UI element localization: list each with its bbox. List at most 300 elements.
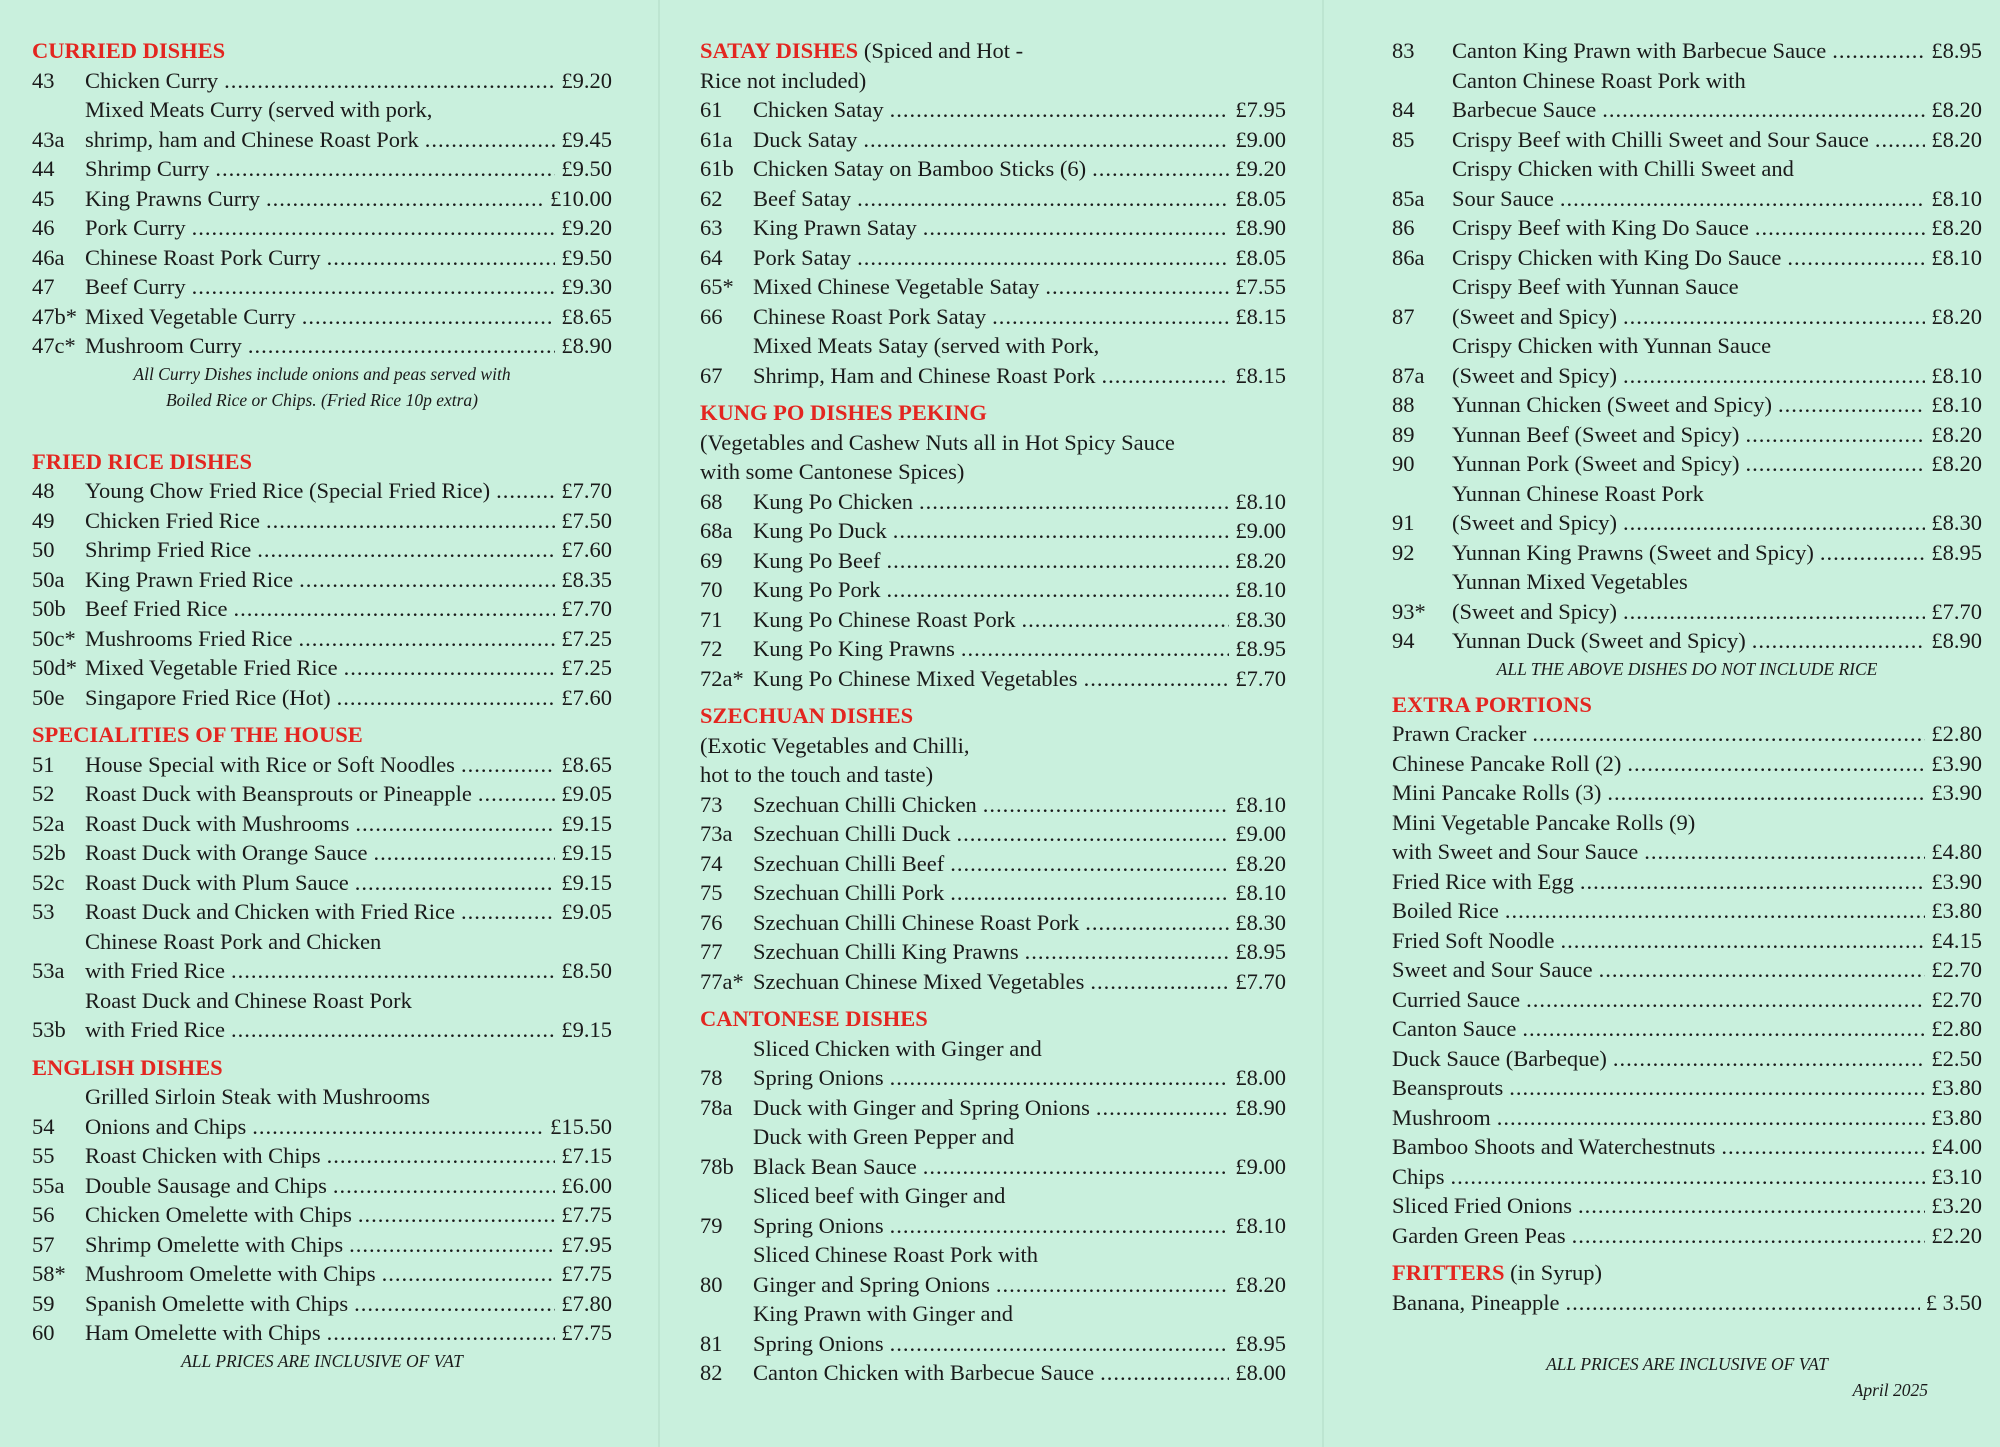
menu-item xyxy=(1392,154,1982,213)
item-name-line: Yunnan Chinese Roast Pork xyxy=(1452,480,1704,506)
section-note: All Curry Dishes include onions and peas served with xyxy=(133,363,511,384)
item-line xyxy=(753,605,1286,635)
item-body xyxy=(85,868,612,898)
item-name: Yunnan Pork (Sweet and Spicy) xyxy=(1452,451,1740,476)
item-name: Mushrooms Fried Rice xyxy=(85,625,293,651)
dot-leader xyxy=(893,516,1230,546)
menu-item xyxy=(32,506,612,536)
section-title-text: CURRIED DISHES xyxy=(32,38,226,63)
item-number: 48 xyxy=(32,478,55,503)
item-body xyxy=(753,184,1286,214)
dot-leader xyxy=(1752,626,1926,656)
item-body xyxy=(1452,538,1982,568)
item-name: with Fried Rice xyxy=(85,958,225,983)
item-line xyxy=(1392,749,1982,779)
section-title xyxy=(32,1053,612,1083)
section-note: Boiled Rice or Chips. (Fried Rice 10p extra) xyxy=(165,389,478,410)
item-price: £8.15 xyxy=(1235,362,1286,388)
item-price: £7.25 xyxy=(561,625,612,651)
item-number: 72a* xyxy=(700,665,744,691)
item-line xyxy=(85,243,612,273)
item-body xyxy=(753,213,1286,243)
item-body xyxy=(1452,390,1982,420)
menu-item xyxy=(1392,1162,1982,1192)
dot-leader xyxy=(231,1015,555,1045)
item-name: Prawn Cracker xyxy=(1392,721,1527,746)
item-body xyxy=(1392,1221,1982,1251)
dot-leader xyxy=(1045,272,1229,302)
item-body xyxy=(1392,1288,1982,1318)
section-title xyxy=(1392,690,1982,720)
item-body xyxy=(753,1240,1286,1299)
menu-item xyxy=(32,476,612,506)
menu-item xyxy=(700,154,1286,184)
item-number: 86a xyxy=(1392,244,1425,270)
item-body xyxy=(753,125,1286,155)
item-line xyxy=(85,66,612,96)
item-name: Chicken Fried Rice xyxy=(85,507,260,533)
dot-leader xyxy=(355,809,555,839)
dot-leader xyxy=(355,868,556,898)
item-line xyxy=(753,546,1286,576)
item-price: £8.10 xyxy=(1235,1212,1286,1238)
item-number: 50c* xyxy=(32,625,76,651)
item-name: Szechuan Chilli Chinese Roast Pork xyxy=(753,909,1080,935)
dot-leader xyxy=(1526,985,1925,1015)
item-line xyxy=(85,535,612,565)
item-name: King Prawn Satay xyxy=(753,215,917,240)
item-number: 66 xyxy=(700,303,723,329)
fold-line xyxy=(1322,0,1324,1447)
item-number: 64 xyxy=(700,244,723,270)
item-body xyxy=(753,819,1286,849)
item-number: 47c* xyxy=(32,333,76,358)
section-title xyxy=(32,720,612,750)
item-line xyxy=(85,897,612,927)
item-name: Mushroom Curry xyxy=(85,333,242,358)
item-line xyxy=(1392,719,1982,749)
spacer xyxy=(32,413,612,447)
item-body xyxy=(1392,719,1982,749)
item-line xyxy=(1392,985,1982,1015)
item-name-line: Crispy Beef with Yunnan Sauce xyxy=(1452,274,1739,299)
item-number: 78a xyxy=(700,1094,733,1120)
item-line xyxy=(85,1141,612,1171)
item-line xyxy=(1452,626,1982,656)
item-body xyxy=(85,1141,612,1171)
dot-leader xyxy=(1875,125,1926,155)
item-body xyxy=(753,664,1286,694)
item-name: Boiled Rice xyxy=(1392,898,1499,923)
dot-leader xyxy=(1627,749,1925,779)
item-name: Kung Po Chicken xyxy=(753,488,913,514)
item-number: 86 xyxy=(1392,215,1415,240)
dot-leader xyxy=(496,476,555,506)
item-price: £8.05 xyxy=(1235,185,1286,211)
menu-item xyxy=(700,790,1286,820)
dot-leader xyxy=(992,302,1229,332)
menu-item xyxy=(32,683,612,713)
item-number: 58* xyxy=(32,1261,66,1286)
item-name-line: Sliced Chinese Roast Pork with xyxy=(753,1242,1038,1267)
section-title xyxy=(1392,1258,1982,1288)
item-name: with Sweet and Sour Sauce xyxy=(1392,839,1639,864)
item-number: 69 xyxy=(700,547,723,573)
dot-leader xyxy=(1755,213,1926,243)
item-line xyxy=(1392,955,1982,985)
menu-item xyxy=(1392,1221,1982,1251)
item-number: 73 xyxy=(700,791,723,817)
item-number: 71 xyxy=(700,606,723,632)
item-body xyxy=(753,546,1286,576)
item-price: £7.15 xyxy=(561,1143,612,1168)
item-price: £ 3.50 xyxy=(1925,1289,1982,1315)
item-number: 67 xyxy=(700,362,723,388)
dot-leader xyxy=(1623,302,1925,332)
item-line xyxy=(753,849,1286,879)
item-number: 62 xyxy=(700,185,723,211)
dot-leader xyxy=(1578,1191,1925,1221)
item-body xyxy=(85,1171,612,1201)
item-price: £7.75 xyxy=(561,1320,612,1345)
item-number: 59 xyxy=(32,1290,55,1316)
item-name: Kung Po Pork xyxy=(753,577,881,602)
item-body xyxy=(1452,567,1982,626)
dot-leader xyxy=(358,1200,556,1230)
item-number: 55 xyxy=(32,1143,55,1168)
item-price: £7.50 xyxy=(561,507,612,533)
dot-leader xyxy=(248,331,556,361)
item-number: 78b xyxy=(700,1153,734,1179)
item-line xyxy=(753,937,1286,967)
item-body xyxy=(753,605,1286,635)
item-price: £8.95 xyxy=(1235,1330,1286,1356)
item-number: 44 xyxy=(32,156,55,181)
menu-item xyxy=(32,535,612,565)
item-number: 76 xyxy=(700,909,723,935)
item-number: 47 xyxy=(32,274,55,299)
item-number: 83 xyxy=(1392,38,1415,63)
item-body xyxy=(1392,749,1982,779)
item-line xyxy=(85,154,612,184)
item-name: Duck Satay xyxy=(753,126,858,152)
item-body xyxy=(85,683,612,713)
section-title xyxy=(700,1004,1286,1034)
menu-section xyxy=(1392,1258,1982,1317)
item-line xyxy=(753,790,1286,820)
item-number: 68 xyxy=(700,488,723,514)
item-name: King Prawns Curry xyxy=(85,185,260,211)
item-name: Roast Duck with Beansprouts or Pineapple xyxy=(85,781,472,806)
menu-item xyxy=(32,243,612,273)
item-line xyxy=(753,1211,1286,1241)
item-price: £7.95 xyxy=(1235,97,1286,122)
item-price: £8.30 xyxy=(1235,606,1286,632)
item-line xyxy=(753,878,1286,908)
item-body xyxy=(1392,896,1982,926)
item-line xyxy=(1452,36,1982,66)
item-body xyxy=(85,184,612,214)
item-price: £8.90 xyxy=(1235,215,1286,240)
item-body xyxy=(753,331,1286,390)
menu-item xyxy=(32,1200,612,1230)
item-body xyxy=(1392,867,1982,897)
item-body xyxy=(1392,1044,1982,1074)
menu-item xyxy=(32,594,612,624)
item-price: £6.00 xyxy=(561,1172,612,1198)
item-number: 43 xyxy=(32,67,55,93)
item-number: 80 xyxy=(700,1271,723,1297)
item-line xyxy=(1452,508,1982,538)
item-price: £9.50 xyxy=(561,244,612,270)
section-title-suffix: (Spiced and Hot - xyxy=(863,38,1024,63)
item-number: 56 xyxy=(32,1202,55,1227)
spacer xyxy=(1392,682,1982,690)
item-name-line: Yunnan Mixed Vegetables xyxy=(1452,569,1688,594)
dot-leader xyxy=(1580,867,1926,897)
item-number: 74 xyxy=(700,850,723,876)
item-price: £8.30 xyxy=(1235,909,1286,935)
menu-item xyxy=(700,937,1286,967)
dot-leader xyxy=(887,575,1230,605)
dot-leader xyxy=(1599,955,1926,985)
item-price: £8.10 xyxy=(1931,362,1982,388)
item-body xyxy=(753,790,1286,820)
dot-leader xyxy=(1721,1132,1925,1162)
menu-item xyxy=(700,125,1286,155)
item-body xyxy=(85,838,612,868)
item-body xyxy=(1452,479,1982,538)
menu-item xyxy=(32,809,612,839)
item-name-line: Chinese Roast Pork and Chicken xyxy=(85,928,382,954)
item-line xyxy=(85,213,612,243)
item-line xyxy=(1452,597,1982,627)
item-line xyxy=(1452,390,1982,420)
dot-leader xyxy=(224,66,555,96)
item-price: £7.55 xyxy=(1235,274,1286,299)
item-price: £7.80 xyxy=(561,1290,612,1316)
item-name: Roast Duck and Chicken with Fried Rice xyxy=(85,899,455,924)
item-price: £7.70 xyxy=(561,596,612,621)
menu-item xyxy=(1392,1288,1982,1318)
item-number: 82 xyxy=(700,1360,723,1385)
menu-item xyxy=(700,95,1286,125)
item-body xyxy=(85,1259,612,1289)
dot-leader xyxy=(1778,390,1925,420)
item-number: 73a xyxy=(700,821,733,846)
item-body xyxy=(753,575,1286,605)
item-line xyxy=(1392,1288,1982,1318)
item-body xyxy=(1452,272,1982,331)
item-line xyxy=(753,1152,1286,1182)
dot-leader xyxy=(461,750,555,780)
item-line xyxy=(753,634,1286,664)
menu-item xyxy=(1392,66,1982,125)
dot-leader xyxy=(923,1152,1230,1182)
item-price: £2.70 xyxy=(1931,986,1982,1012)
menu-item xyxy=(700,546,1286,576)
item-name: Yunnan King Prawns (Sweet and Spicy) xyxy=(1452,539,1814,565)
item-name: Spring Onions xyxy=(753,1212,884,1238)
menu-item xyxy=(1392,1073,1982,1103)
dot-leader xyxy=(890,1063,1230,1093)
item-line xyxy=(1452,95,1982,125)
vat-note: ALL PRICES ARE INCLUSIVE OF VAT xyxy=(1546,1354,1828,1374)
item-name: Canton King Prawn with Barbecue Sauce xyxy=(1452,38,1827,63)
menu-column-right-content xyxy=(1392,36,1982,1317)
item-number: 50a xyxy=(32,566,65,592)
menu-section xyxy=(700,36,1286,390)
item-name: Fried Soft Noodle xyxy=(1392,927,1555,953)
menu-item xyxy=(700,634,1286,664)
menu-item xyxy=(700,272,1286,302)
item-name: Spring Onions xyxy=(753,1065,884,1090)
item-price: £8.65 xyxy=(561,303,612,329)
dot-leader xyxy=(961,634,1229,664)
item-line xyxy=(1392,837,1982,867)
item-body xyxy=(1452,154,1982,213)
item-line xyxy=(85,125,612,155)
dot-leader xyxy=(333,1171,556,1201)
item-price: £8.00 xyxy=(1235,1360,1286,1385)
item-number: 77a* xyxy=(700,968,744,994)
item-name: with Fried Rice xyxy=(85,1017,225,1042)
item-name: Shrimp Curry xyxy=(85,156,210,181)
item-name: Sour Sauce xyxy=(1452,185,1554,211)
item-name: Chinese Pancake Roll (2) xyxy=(1392,750,1622,776)
menu-item xyxy=(700,243,1286,273)
item-name: Mini Pancake Rolls (3) xyxy=(1392,780,1602,805)
item-name: Banana, Pineapple xyxy=(1392,1289,1560,1315)
item-name: Roast Duck with Plum Sauce xyxy=(85,869,349,895)
menu-item xyxy=(700,1299,1286,1358)
dot-leader xyxy=(1090,967,1229,997)
dot-leader xyxy=(1025,937,1230,967)
menu-item xyxy=(1392,243,1982,273)
dot-leader xyxy=(919,487,1229,517)
dot-leader xyxy=(266,506,555,536)
spacer xyxy=(700,693,1286,701)
dot-leader xyxy=(192,272,556,302)
item-name: Crispy Beef with King Do Sauce xyxy=(1452,215,1749,240)
item-body xyxy=(85,302,612,332)
item-price: £8.10 xyxy=(1235,880,1286,905)
item-body xyxy=(753,302,1286,332)
item-name: Crispy Beef with Chilli Sweet and Sour Sauce xyxy=(1452,126,1869,152)
item-number: 54 xyxy=(32,1113,55,1139)
item-number: 61 xyxy=(700,97,723,122)
item-price: £3.90 xyxy=(1931,780,1982,805)
item-line xyxy=(1452,538,1982,568)
item-line xyxy=(85,506,612,536)
dot-leader xyxy=(1532,719,1925,749)
item-price: £8.10 xyxy=(1931,244,1982,270)
item-number: 53b xyxy=(32,1017,66,1042)
menu-section xyxy=(1392,690,1982,1251)
dot-leader xyxy=(1084,664,1230,694)
item-body xyxy=(753,878,1286,908)
dot-leader xyxy=(1100,1358,1229,1388)
item-name: Mixed Vegetable Fried Rice xyxy=(85,655,338,680)
dot-leader xyxy=(1101,361,1229,391)
item-number: 94 xyxy=(1392,628,1415,653)
item-name: Singapore Fried Rice (Hot) xyxy=(85,684,331,710)
menu-item xyxy=(700,487,1286,517)
item-name: Beansprouts xyxy=(1392,1075,1504,1100)
item-price: £8.90 xyxy=(561,333,612,358)
menu-item xyxy=(1392,896,1982,926)
menu-item xyxy=(1392,390,1982,420)
item-line xyxy=(1392,1132,1982,1162)
item-price: £7.25 xyxy=(561,655,612,680)
item-name: shrimp, ham and Chinese Roast Pork xyxy=(85,126,419,152)
dot-leader xyxy=(349,1230,555,1260)
item-number: 52 xyxy=(32,781,55,806)
item-price: £9.30 xyxy=(561,274,612,299)
dot-leader xyxy=(461,897,555,927)
item-number: 68a xyxy=(700,518,733,543)
item-name: Pork Satay xyxy=(753,244,852,270)
menu-item xyxy=(700,1093,1286,1123)
menu-column-right xyxy=(1392,36,1982,1403)
menu-item xyxy=(700,1240,1286,1299)
menu-item xyxy=(1392,567,1982,626)
dot-leader xyxy=(1092,154,1229,184)
item-line xyxy=(753,361,1286,391)
item-body xyxy=(85,897,612,927)
item-body xyxy=(1392,1103,1982,1133)
item-body xyxy=(1452,449,1982,479)
section-title-text: SZECHUAN DISHES xyxy=(700,703,914,728)
menu-item xyxy=(1392,1191,1982,1221)
dot-leader xyxy=(354,1289,555,1319)
menu-section xyxy=(32,1053,612,1374)
menu-item xyxy=(32,1230,612,1260)
item-line xyxy=(1452,302,1982,332)
dot-leader xyxy=(1623,508,1925,538)
menu-item xyxy=(1392,213,1982,243)
item-body xyxy=(1392,985,1982,1015)
menu-item xyxy=(32,750,612,780)
item-body xyxy=(85,1082,612,1141)
dot-leader xyxy=(1602,95,1925,125)
menu-item xyxy=(32,986,612,1045)
item-name: Black Bean Sauce xyxy=(753,1153,917,1179)
item-name: Beef Fried Rice xyxy=(85,596,228,621)
menu-item xyxy=(1392,626,1982,656)
item-name: Onions and Chips xyxy=(85,1113,247,1139)
section-title xyxy=(700,398,1286,428)
item-price: £2.70 xyxy=(1931,957,1982,982)
item-name: Chinese Roast Pork Curry xyxy=(85,244,321,270)
item-body xyxy=(1452,125,1982,155)
item-body xyxy=(85,624,612,654)
item-body xyxy=(753,908,1286,938)
section-note: ALL THE ABOVE DISHES DO NOT INCLUDE RICE xyxy=(1496,658,1878,679)
menu-item xyxy=(32,653,612,683)
dot-leader xyxy=(1022,605,1230,635)
menu-section xyxy=(700,398,1286,693)
menu-item xyxy=(32,1289,612,1319)
item-name: Duck Sauce (Barbeque) xyxy=(1392,1045,1607,1071)
item-body xyxy=(85,213,612,243)
item-body xyxy=(85,535,612,565)
dot-leader xyxy=(1644,837,1925,867)
menu-item xyxy=(32,897,612,927)
item-number: 87 xyxy=(1392,303,1415,329)
item-name: Kung Po Beef xyxy=(753,547,881,573)
menu-item xyxy=(700,516,1286,546)
